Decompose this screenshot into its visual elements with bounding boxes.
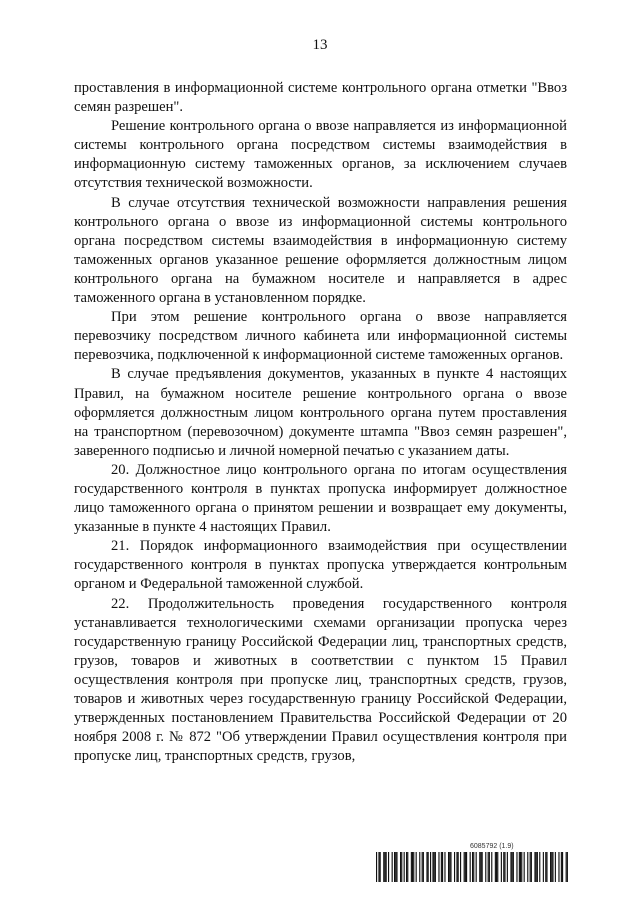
paragraph: Решение контрольного органа о ввозе направляется из информационной системы контрольного органа посредством системы взаимодействия в информационную систему таможенных органов, за исключением случаев отсутствия технической возможности. xyxy=(74,118,567,192)
page-number: 13 xyxy=(312,37,328,53)
paragraph: В случае отсутствия технической возможности направления решения контрольного органа о ввозе из информационной системы контрольного органа посредством системы взаимодействия в информационную систему таможенных органов указанное решение оформляется должностным лицом контрольного органа на бумажном носителе и направляется в адрес таможенного органа в установленном порядке. xyxy=(74,194,567,307)
paragraph: 21. Порядок информационного взаимодействия при осуществлении государственного контроля в пунктах пропуска утверждается контрольным органом и Федеральной таможенной службой. xyxy=(74,538,567,593)
document-body xyxy=(74,79,567,766)
paragraph: 20. Должностное лицо контрольного органа по итогам осуществления государственного контроля в пунктах пропуска информирует должностное лицо таможенного органа о принятом решении и возвращает ему документы, указанные в пункте 4 настоящих Правил. xyxy=(74,461,567,536)
paragraph: 22. Продолжительность проведения государственного контроля устанавливается технологическими схемами организации пропуска через государственную границу Российской Федерации лиц, транспортных средств, грузов, товаров и животных в соответствии с пунктом 15 Правил осуществления контроля при пропуске лиц, транспортных средств, грузов, товаров и животных через государственную границу Российской Федерации, утвержденных постановлением Правительства Российской Федерации от 20 ноября 2008 г. № 872 "Об утверждении Правил осуществления контроля при пропуске лиц, транспортных средств, грузов, xyxy=(74,595,567,765)
paragraph: В случае предъявления документов, указанных в пункте 4 настоящих Правил, на бумажном носителе решение контрольного органа о ввозе оформляется должностным лицом контрольного органа путем проставления на транспортном (перевозочном) документе штампа "Ввоз семян разрешен", заверенного подписью и личной номерной печатью с указанием даты. xyxy=(74,366,567,459)
paragraph: проставления в информационной системе контрольного органа отметки "Ввоз семян разрешен". xyxy=(74,80,567,116)
barcode-icon xyxy=(376,852,568,882)
barcode-label: 6085792 (1.9) xyxy=(470,843,514,850)
paragraph: При этом решение контрольного органа о ввозе направляется перевозчику посредством личного кабинета или информационной системы перевозчика, подключенной к информационной системе таможенных органов. xyxy=(74,309,567,364)
